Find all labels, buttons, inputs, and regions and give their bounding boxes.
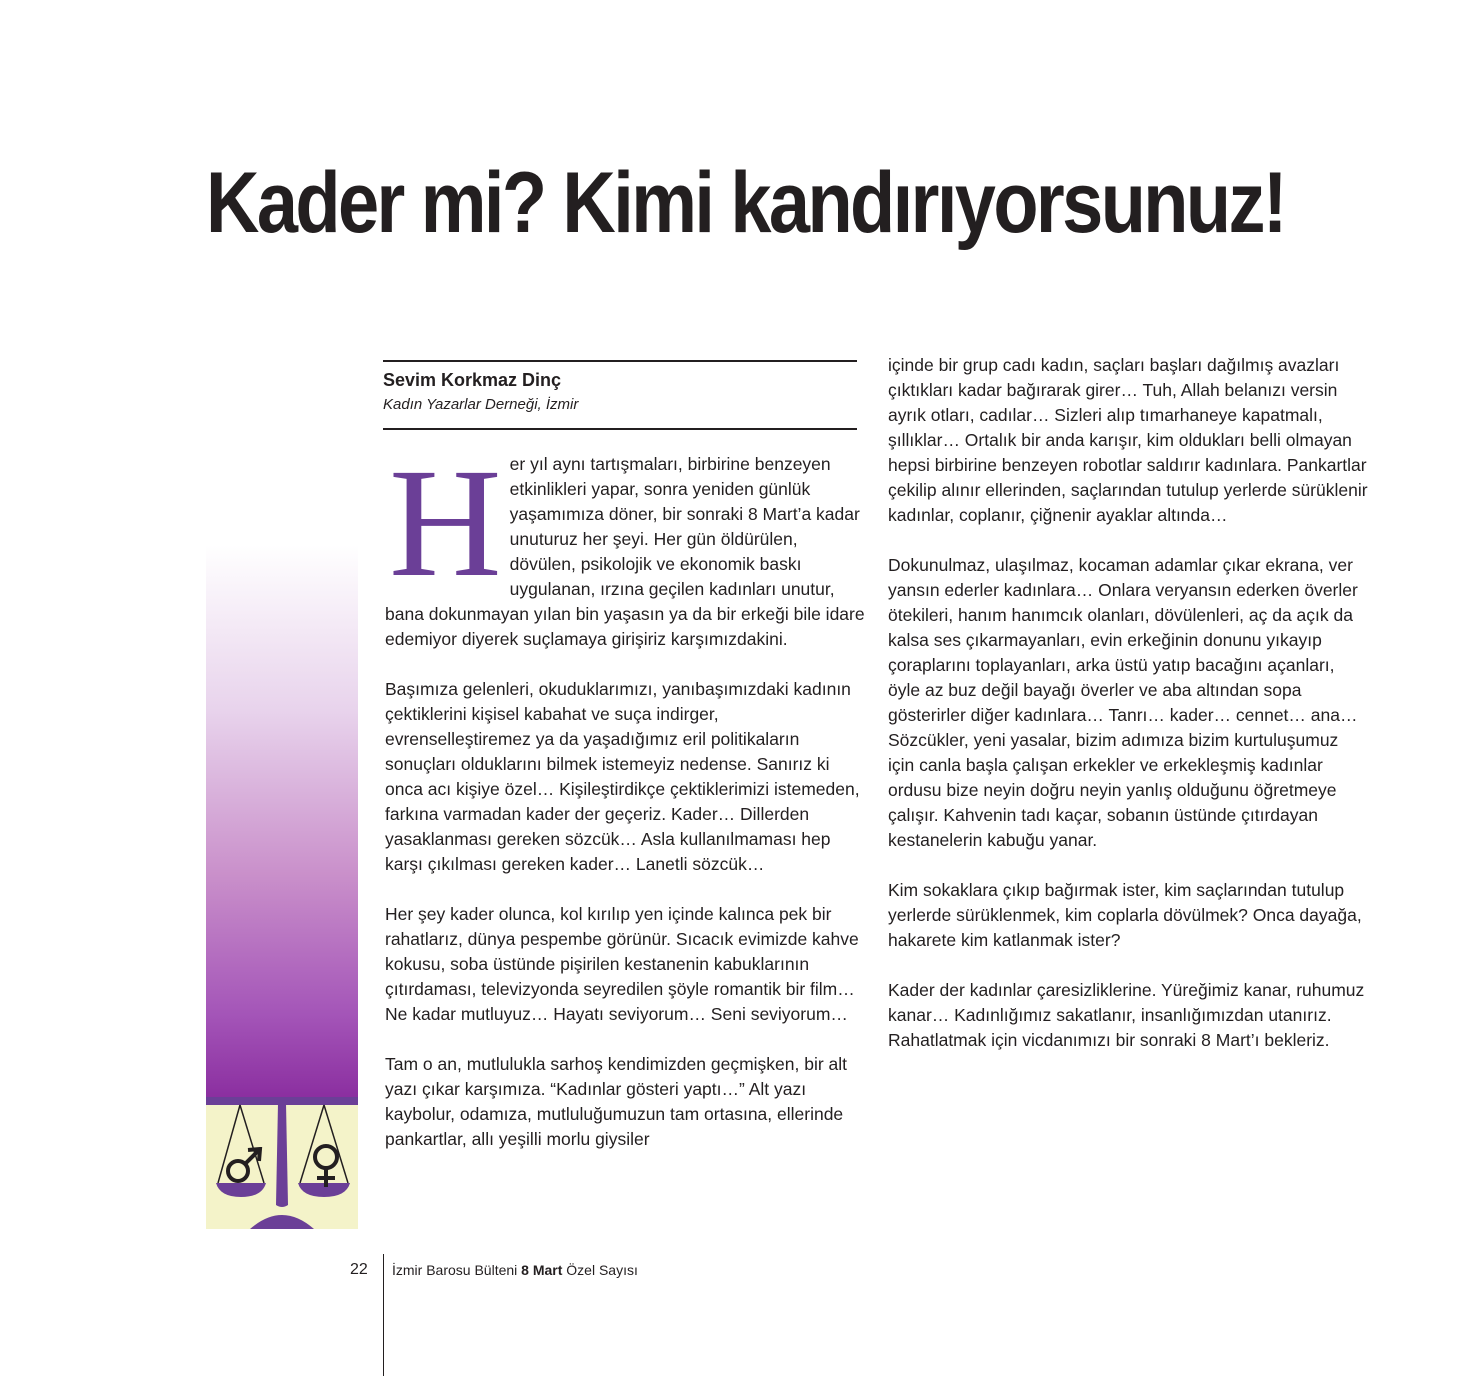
paragraph: Kader der kadınlar çaresizliklerine. Yüreğimiz kanar, ruhumuz kanar… Kadınlığımız sakatlanır, insanlığımızdan utanırız. Rahatlatmak için vicdanımızı bir sonraki 8 Mart’ı bekleriz. [888, 980, 1365, 1050]
paragraph: Başımıza gelenleri, okuduklarımızı, yanıbaşımızdaki kadının çektiklerini kişisel kabahat ve suça indirger, evrenselleştiremez ya da yaşadığımız eril politikaların sonuçları olduklarını bilmek istemeyiz nedense. Sanırız ki onca acı kişiye özel… Kişileştirdikçe çektiklerimizi istemeden, farkına varmadan kader der geçeriz. Kader… Dillerden yasaklanması gereken sözcük… Asla kullanılmaması hep karşı çıkılması gereken kader… Lanetli sözcük… [385, 679, 860, 874]
paragraph [385, 436, 865, 652]
paragraph: Her şey kader olunca, kol kırılıp yen içinde kalınca pek bir rahatlarız, dünya pespembe görünür. Sıcacık evimizde kahve kokusu, soba üstünde pişirilen kestanenin kabuklarının çıtırdaması, televizyonda seyredilen şöyle romantik bir film… Ne kadar mutluyuz… Hayatı seviyorum… Seni seviyorum… [385, 904, 859, 1024]
byline [383, 360, 857, 430]
scales-illustration [206, 1097, 358, 1229]
publication-name-part: Özel Sayısı [562, 1262, 638, 1278]
footer-divider [383, 1254, 384, 1376]
article-column-left [385, 436, 865, 1177]
drop-cap: H [389, 436, 502, 609]
female-symbol-icon [306, 1141, 346, 1189]
author-affiliation: Kadın Yazarlar Derneği, İzmir [383, 396, 579, 413]
male-symbol-icon [224, 1147, 264, 1185]
page-title: Kader mi? Kimi kandırıyorsunuz! [206, 155, 1285, 251]
paragraph: Tam o an, mutlulukla sarhoş kendimizden geçmişken, bir alt yazı çıkar karşımıza. “Kadınlar gösteri yaptı…” Alt yazı kaybolur, odamıza, mutluluğumuzun tam ortasına, ellerinde pankartlar, allı yeşilli morlu giysiler [385, 1054, 848, 1149]
page-number: 22 [350, 1261, 368, 1278]
article-column-right [888, 353, 1368, 1078]
paragraph: Kim sokaklara çıkıp bağırmak ister, kim saçlarından tutulup yerlerde sürüklenmek, kim coplarla dövülmek? Onca dayağa, hakarete kim katlanmak ister? [888, 880, 1362, 950]
decorative-gradient-bar [206, 545, 358, 1097]
publication-name-part: İzmir Barosu Bülteni [392, 1262, 522, 1278]
publication-name-bold: 8 Mart [521, 1262, 563, 1278]
paragraph: Dokunulmaz, ulaşılmaz, kocaman adamlar çıkar ekrana, ver yansın ederler kadınlara… Onlara veryansın ederken överler ötekileri, hanım hanımcık olanları, dövülenleri, aç da açık da kalsa ses çıkarmayanları, evin erkeğinin donunu yıkayıp çoraplarını toplayanları, arka üstü yatıp bacağını açanları, öyle az buz değil bayağı överler ve aba altından sopa gösterirler diğer kadınlara… Tanrı… kader… cennet… ana… Sözcükler, yeni yasalar, bizim adımıza bizim kurtuluşumuz için canla başla çalışan erkekler ve erkekleşmiş kadınlar ordusu bize neyin doğru neyin yanlış olduğunu öğretmeye çalışır. Kahvenin tadı kaçar, sobanın üstünde çıtırdayan kestanelerin kabuğu yanar. [888, 555, 1358, 850]
publication-name [392, 1262, 638, 1278]
paragraph-text: er yıl aynı tartışmaları, birbirine benzeyen etkinlikleri yapar, sonra yeniden günlük yaşamımıza döner, bir sonraki 8 Mart’a kadar unuturuz her şeyi. Her gün öldürülen, dövülen, psikolojik ve ekonomik baskı uygulanan, ırzına geçilen kadınları unutur, bana dokunmayan yılan bin yaşasın ya da bir erkeği bile idare edemiyor diyerek suçlamaya girişiriz karşımızdakini. [385, 454, 865, 649]
author-name: Sevim Korkmaz Dinç [383, 370, 562, 390]
paragraph: içinde bir grup cadı kadın, saçları başları dağılmış avazları çıktıkları kadar bağırarak girer… Tuh, Allah belanızı versin ayrık otları, cadılar… Sizleri alıp tımarhaneye kapatmalı, şıllıklar… Ortalık bir anda karışır, kim oldukları belli olmayan hepsi birbirine benzeyen robotlar saldırır kadınlara. Pankartlar çekilip alınır ellerinden, saçlarından tutulup yerlerde sürüklenir kadınlar, coplanır, çiğnenir ayaklar altında… [888, 355, 1368, 525]
